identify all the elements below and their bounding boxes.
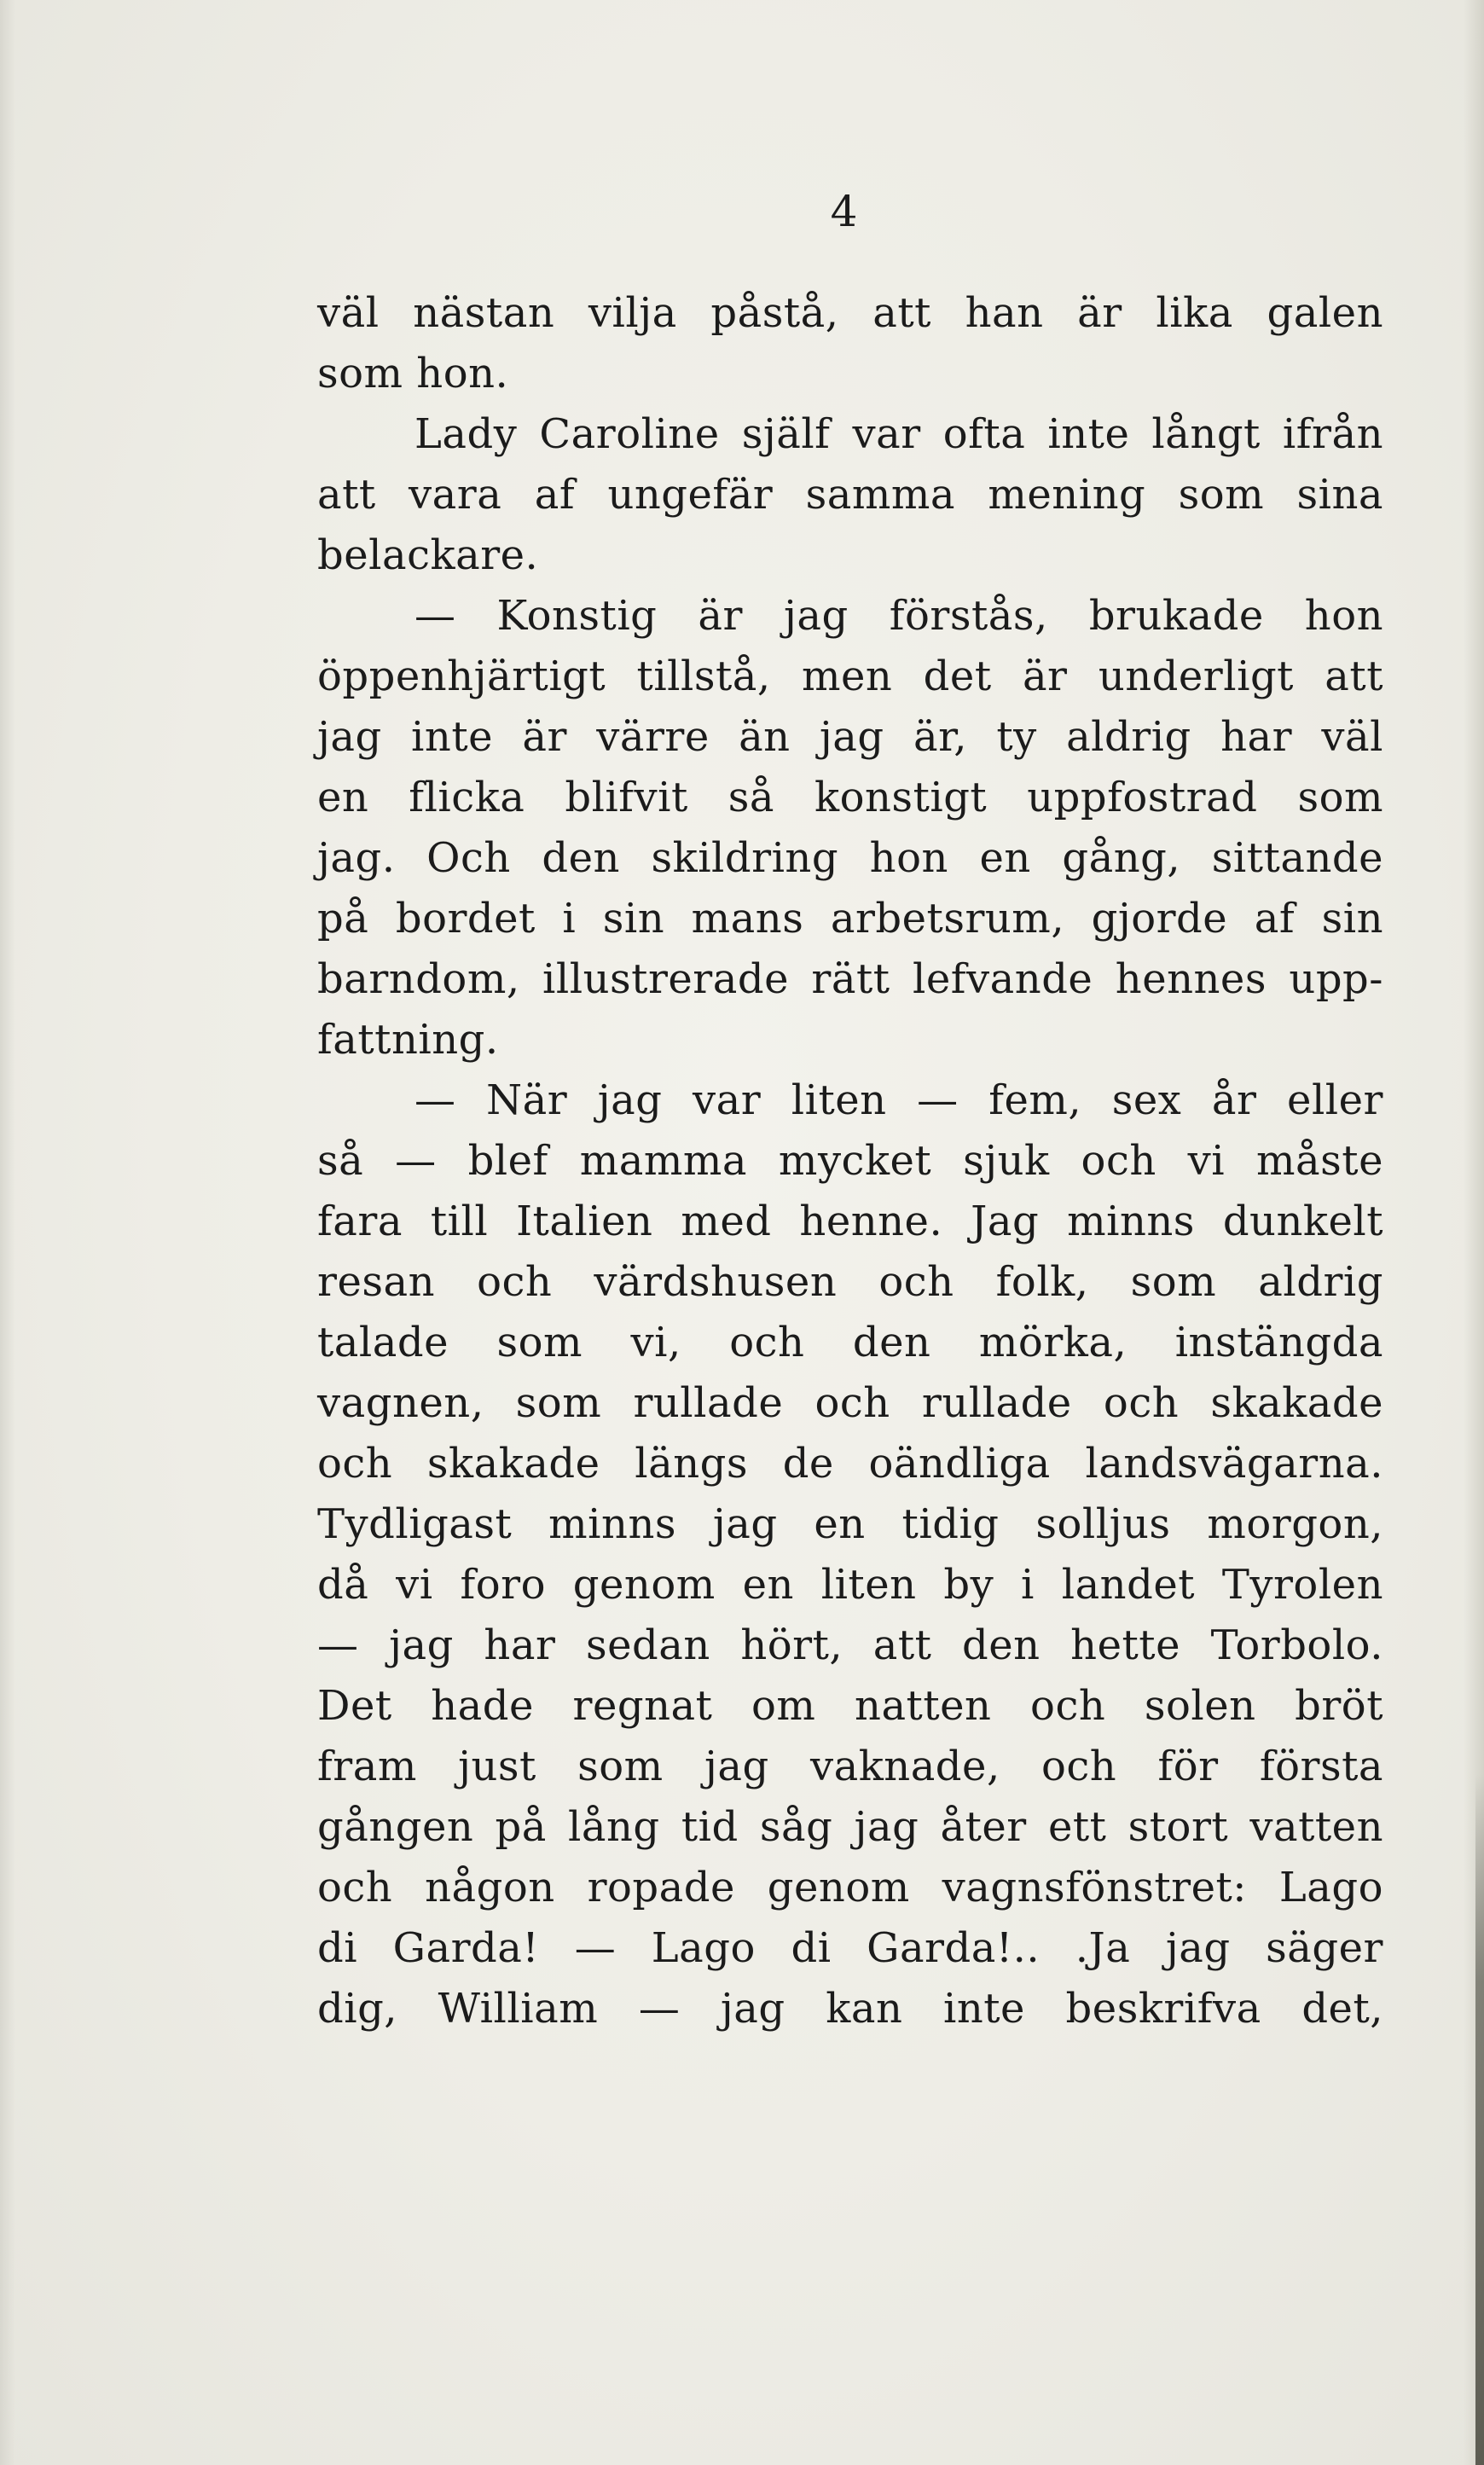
text-line: resan och värdshusen och folk, som aldrig [317,1258,1383,1306]
text-line: att vara af ungefär samma mening som sina [317,471,1383,519]
page-edge-binding [1475,1774,1484,2465]
text-line: dig, William — jag kan inte beskrifva det, [317,1985,1383,2033]
text-line: di Garda! — Lago di Garda!.. .Ja jag säger [317,1924,1383,1972]
text-line: då vi foro genom en liten by i landet Tyrolen [317,1561,1383,1609]
text-line: barndom, illustrerade rätt lefvande hennes upp- [317,955,1383,1003]
text-line: jag. Och den skildring hon en gång, sittande [317,834,1383,882]
text-line: och någon ropade genom vagnsfönstret: Lago [317,1864,1383,1911]
text-line: — jag har sedan hört, att den hette Torbolo. [317,1621,1383,1669]
text-line: gången på lång tid såg jag åter ett stort vatten [317,1803,1383,1851]
text-line: fram just som jag vaknade, och för första [317,1743,1383,1790]
text-line: Lady Caroline själf var ofta inte långt ifrån [414,410,1383,458]
text-line: väl nästan vilja påstå, att han är lika galen [317,289,1383,337]
text-line: så — blef mamma mycket sjuk och vi måste [317,1137,1383,1185]
text-line: fara till Italien med henne. Jag minns dunkelt [317,1198,1383,1245]
text-line: belackare. [317,531,539,579]
text-line: talade som vi, och den mörka, instängda [317,1319,1383,1366]
text-line: — När jag var liten — fem, sex år eller [414,1076,1383,1124]
text-line: en flicka blifvit så konstigt uppfostrad som [317,774,1383,821]
text-line: fattning. [317,1016,499,1064]
body-text [317,283,1383,2039]
text-line: — Konstig är jag förstås, brukade hon [414,592,1383,640]
text-line: som hon. [317,350,509,397]
text-line: jag inte är värre än jag är, ty aldrig har väl [317,713,1383,761]
page-number: 4 [830,187,859,236]
text-line: och skakade längs de oändliga landsvägarna. [317,1440,1383,1488]
text-line: vagnen, som rullade och rullade och skakade [317,1379,1383,1427]
page-left-shadow [0,0,15,2465]
text-line: öppenhjärtigt tillstå, men det är underligt att [317,652,1383,700]
text-line: Tydligast minns jag en tidig solljus morgon, [317,1500,1383,1548]
text-line: Det hade regnat om natten och solen bröt [317,1682,1383,1730]
text-line: på bordet i sin mans arbetsrum, gjorde af sin [317,895,1383,942]
